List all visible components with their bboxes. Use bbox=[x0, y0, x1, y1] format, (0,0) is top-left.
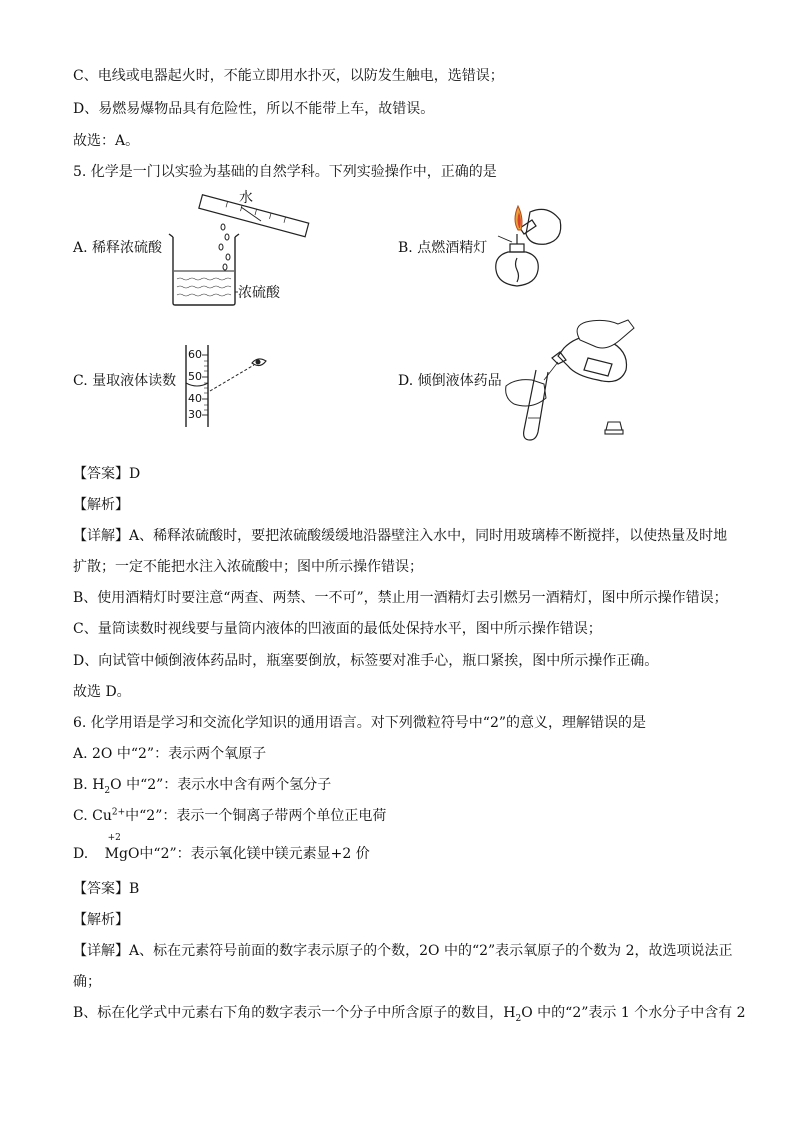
q5-option-d-label: D. 倾倒液体药品 bbox=[398, 373, 502, 389]
q6-option-d bbox=[73, 833, 370, 864]
cylinder-tick-50: 50 bbox=[188, 370, 202, 383]
q6-detail-b-prefix: B、标在化学式中元素右下角的数字表示一个分子中所含原子的数目，H bbox=[73, 1005, 516, 1021]
cylinder-tick-60: 60 bbox=[188, 348, 202, 361]
figure-light-alcohol-lamp bbox=[490, 200, 565, 292]
sight-line bbox=[210, 365, 254, 391]
q5-option-b-label: B. 点燃酒精灯 bbox=[398, 240, 488, 256]
q6-option-d-formula-wrap bbox=[104, 833, 140, 864]
liquid-stream bbox=[544, 362, 558, 380]
eye-icon bbox=[252, 359, 266, 366]
q6-detail-a-1: 【详解】A、标在元素符号前面的数字表示原子的个数，2O 中的“2”表示氧原子的个数为 2，故选项说法正 bbox=[73, 943, 733, 959]
beaker-icon bbox=[169, 234, 239, 305]
crossed-out-icon bbox=[498, 236, 512, 242]
bottle-stopper-icon bbox=[605, 422, 623, 434]
q5-detail-c: C、量筒读数时视线要与量筒内液体的凹液面的最低处保持水平，图中所示操作错误； bbox=[73, 621, 602, 637]
water-label: 水 bbox=[239, 190, 253, 206]
q6-option-b-subscript: 2 bbox=[104, 785, 111, 796]
acid-label: 浓硫酸 bbox=[238, 285, 280, 301]
flame-icon bbox=[515, 206, 522, 230]
figure-dilute-sulfuric-acid bbox=[165, 185, 315, 310]
q6-option-a: A. 2O 中“2”：表示两个氧原子 bbox=[73, 746, 267, 762]
q5-answer: 【答案】D bbox=[73, 466, 141, 482]
q6-detail-b-subscript: 2 bbox=[515, 1013, 522, 1024]
tilted-lamp-icon bbox=[520, 209, 561, 244]
q6-option-d-label: D. bbox=[73, 846, 89, 862]
q5-detail-b: B、使用酒精灯时要注意“两查、两禁、一不可”，禁止用一酒精灯去引燃另一酒精灯，图中所示操作错误； bbox=[73, 590, 728, 606]
water-drops-icon bbox=[219, 224, 230, 270]
q6-stem: 6. 化学用语是学习和交流化学知识的通用语言。对下列微粒符号中“2”的意义，理解错误的是 bbox=[73, 715, 647, 731]
q5-detail-a-2: 扩散；一定不能把水注入浓硫酸中；图中所示操作错误； bbox=[73, 559, 423, 575]
q6-option-d-text: 中“2”：表示氧化镁中镁元素显+2 价 bbox=[139, 846, 370, 862]
q6-option-c-prefix: C. Cu bbox=[73, 808, 112, 824]
q6-option-b-text: O 中“2”：表示水中含有两个氢分子 bbox=[110, 777, 332, 793]
q6-detail-a-2: 确； bbox=[73, 974, 101, 990]
prev-option-d-explanation: D、易燃易爆物品具有危险性，所以不能带上车，故错误。 bbox=[73, 101, 435, 117]
q6-detail-b-text: O 中的“2”表示 1 个水分子中含有 2 bbox=[521, 1005, 746, 1021]
q5-option-c-label: C. 量取液体读数 bbox=[73, 373, 177, 389]
q6-option-d-formula: MgO bbox=[104, 846, 140, 862]
q6-option-c-superscript: 2+ bbox=[111, 807, 126, 818]
q5-detail-a-1: 【详解】A、稀释浓硫酸时，要把浓硫酸缓缓地沿器壁注入水中，同时用玻璃棒不断搅拌，以使热量及时地 bbox=[73, 528, 728, 544]
q5-choice: 故选 D。 bbox=[73, 684, 131, 700]
q6-answer: 【答案】B bbox=[73, 881, 140, 897]
figure-read-cylinder bbox=[180, 343, 280, 428]
q6-option-c-text: 中“2”：表示一个铜离子带两个单位正电荷 bbox=[125, 808, 387, 824]
q5-detail-d: D、向试管中倾倒液体药品时，瓶塞要倒放，标签要对准手心，瓶口紧挨，图中所示操作正确。 bbox=[73, 653, 659, 669]
q6-detail-b bbox=[73, 1003, 746, 1023]
cylinder-tick-30: 30 bbox=[188, 408, 202, 421]
q6-option-d-valence: +2 bbox=[107, 833, 121, 843]
q6-option-b-prefix: B. H bbox=[73, 777, 105, 793]
q5-option-a-label: A. 稀释浓硫酸 bbox=[73, 240, 163, 256]
prev-option-c-explanation: C、电线或电器起火时，不能立即用水扑灭，以防发生触电，选错误； bbox=[73, 68, 504, 84]
cylinder-tick-40: 40 bbox=[188, 392, 202, 405]
q6-option-b bbox=[73, 775, 331, 795]
q5-stem: 5. 化学是一门以实验为基础的自然学科。下列实验操作中，正确的是 bbox=[73, 164, 497, 180]
prev-choice: 故选：A。 bbox=[73, 133, 140, 149]
q6-analysis-label: 【解析】 bbox=[73, 912, 129, 928]
q6-option-c bbox=[73, 806, 386, 826]
figure-pour-liquid bbox=[502, 318, 637, 443]
hand-icon bbox=[506, 320, 634, 406]
q5-analysis-label: 【解析】 bbox=[73, 497, 129, 513]
